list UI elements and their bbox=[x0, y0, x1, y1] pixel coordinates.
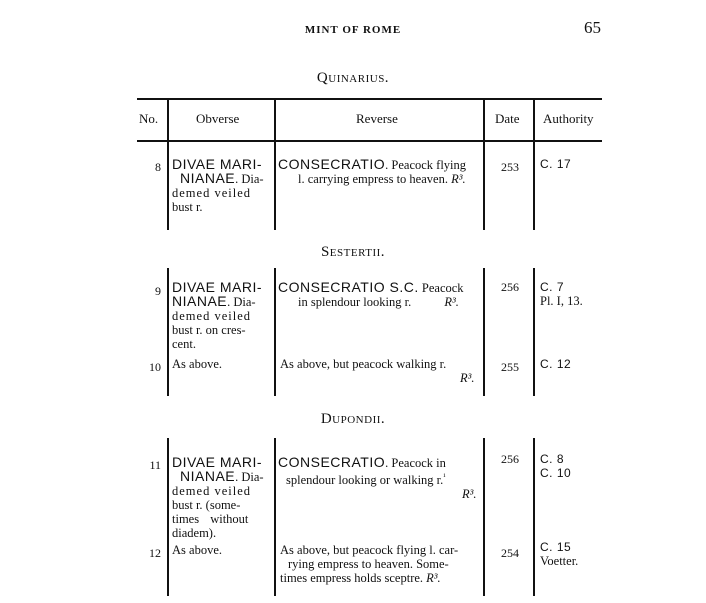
authority-cell bbox=[540, 452, 571, 480]
column-rule bbox=[533, 268, 535, 396]
authority-ref: C. 12 bbox=[540, 357, 572, 371]
obverse-legend: DIVAE MARI- bbox=[172, 156, 263, 172]
column-rule bbox=[533, 438, 535, 596]
section-title-quinarius: Quinarius. bbox=[316, 70, 390, 86]
obverse-text: As above. bbox=[172, 543, 222, 557]
row-number: 8 bbox=[155, 160, 161, 174]
running-head: MINT OF ROME bbox=[304, 24, 402, 36]
reverse-legend: CONSECRATIO bbox=[278, 156, 386, 172]
obverse-text: demed veiled bbox=[172, 484, 251, 498]
column-rule bbox=[167, 268, 169, 396]
header-no: No. bbox=[139, 111, 159, 126]
column-rule bbox=[483, 268, 485, 396]
page-number: 65 bbox=[584, 18, 601, 37]
row-number: 9 bbox=[155, 284, 161, 298]
row-number: 12 bbox=[149, 546, 161, 560]
column-rule bbox=[274, 438, 276, 596]
obverse-legend: DIVAE MARI- bbox=[172, 279, 263, 295]
row-number: 10 bbox=[149, 360, 161, 374]
obverse-text: bust r. on cres- bbox=[172, 323, 246, 337]
obverse-text: Dia- bbox=[241, 172, 264, 186]
authority-ref: C. 15 bbox=[540, 540, 572, 554]
authority-cell bbox=[540, 357, 571, 371]
row-number: 11 bbox=[149, 458, 161, 472]
obverse-cell: DIVAE MARI- NIANAE. Dia- demed veiled bust r. on cres- cent. bbox=[172, 280, 272, 351]
reverse-cell: CONSECRATIO. Peacock in splendour looking or walking r.$^{^1}$ R³. bbox=[278, 455, 482, 501]
authority-cell bbox=[540, 157, 571, 171]
obverse-text: demed veiled bbox=[172, 186, 251, 200]
date-cell: 253 bbox=[501, 160, 519, 174]
reverse-text: rying empress to heaven. Some- bbox=[288, 557, 449, 571]
obverse-text: As above. bbox=[172, 357, 222, 371]
section-title-sestertii: Sestertii. bbox=[320, 244, 386, 260]
obverse-text: times without bbox=[172, 512, 249, 526]
obverse-text: bust r. bbox=[172, 200, 203, 214]
section-title-dupondii: Dupondii. bbox=[320, 411, 386, 427]
rarity-mark: R³. bbox=[451, 172, 466, 186]
rarity-mark: R³. bbox=[426, 571, 441, 585]
column-rule bbox=[533, 98, 535, 230]
authority-ref: C. 10 bbox=[540, 466, 572, 480]
obverse-text: Dia- bbox=[233, 295, 256, 309]
obverse-cell: DIVAE MARI- NIANAE. Dia- demed veiled bust r. (some- times without diadem). bbox=[172, 455, 272, 540]
date-cell: 256 bbox=[501, 280, 519, 294]
reverse-text: in splendour looking r. bbox=[298, 295, 412, 309]
authority-cell bbox=[540, 280, 583, 308]
obverse-text: diadem). bbox=[172, 526, 217, 540]
date-cell: 254 bbox=[501, 546, 519, 560]
rarity-mark: R³. bbox=[444, 295, 459, 309]
reverse-text: Peacock in bbox=[391, 456, 446, 470]
header-authority: Authority bbox=[543, 111, 594, 126]
reverse-cell: CONSECRATIO. Peacock flying l. carrying empress to heaven. R³. bbox=[278, 156, 467, 186]
column-rule bbox=[274, 98, 276, 230]
obverse-legend: NIANAE bbox=[180, 170, 236, 186]
reverse-cell bbox=[278, 280, 482, 309]
reverse-text: As above, but peacock flying l. car- bbox=[280, 543, 459, 557]
authority-ref: C. 7 bbox=[540, 280, 565, 294]
reverse-text: times empress holds sceptre. bbox=[280, 571, 424, 585]
reverse-legend: CONSECRATIO S.C. bbox=[278, 279, 419, 295]
column-rule bbox=[167, 438, 169, 596]
header-reverse: Reverse bbox=[356, 111, 398, 126]
reverse-text: Peacock bbox=[421, 281, 464, 295]
obverse-text: cent. bbox=[172, 337, 196, 351]
header-date: Date bbox=[495, 111, 520, 126]
column-rule bbox=[483, 98, 485, 230]
reverse-text: As above, but peacock walking r. bbox=[280, 357, 447, 371]
column-rule bbox=[274, 268, 276, 396]
reverse-cell bbox=[280, 357, 480, 385]
obverse-text: demed veiled bbox=[172, 309, 251, 323]
authority-cell bbox=[540, 540, 578, 568]
rarity-mark: R³. bbox=[462, 487, 477, 502]
column-rule bbox=[167, 98, 169, 230]
reverse-text: splendour looking or walking r. bbox=[286, 473, 444, 488]
authority-ref: Pl. I, 13. bbox=[540, 294, 583, 308]
authority-ref: C. 17 bbox=[540, 157, 572, 171]
obverse-text: bust r. (some- bbox=[172, 498, 241, 512]
reverse-legend: CONSECRATIO bbox=[278, 454, 386, 470]
obverse-legend: DIVAE MARI- bbox=[172, 454, 263, 470]
authority-ref: Voetter. bbox=[540, 554, 579, 568]
reverse-text: Peacock flying bbox=[391, 158, 467, 172]
rarity-mark: R³. bbox=[460, 371, 475, 385]
reverse-cell bbox=[280, 543, 484, 585]
obverse-legend: NIANAE bbox=[180, 468, 236, 484]
date-cell: 255 bbox=[501, 360, 519, 374]
date-cell: 256 bbox=[501, 452, 519, 466]
reverse-text: l. carrying empress to heaven. bbox=[298, 172, 448, 186]
obverse-legend: NIANAE bbox=[172, 293, 228, 309]
authority-ref: C. 8 bbox=[540, 452, 565, 466]
header-obverse: Obverse bbox=[196, 111, 240, 126]
obverse-text: Dia- bbox=[241, 470, 264, 484]
obverse-cell: DIVAE MARI- NIANAE. Dia- demed veiled bust r. bbox=[172, 157, 272, 214]
footnote-mark: ¹ bbox=[443, 472, 446, 481]
